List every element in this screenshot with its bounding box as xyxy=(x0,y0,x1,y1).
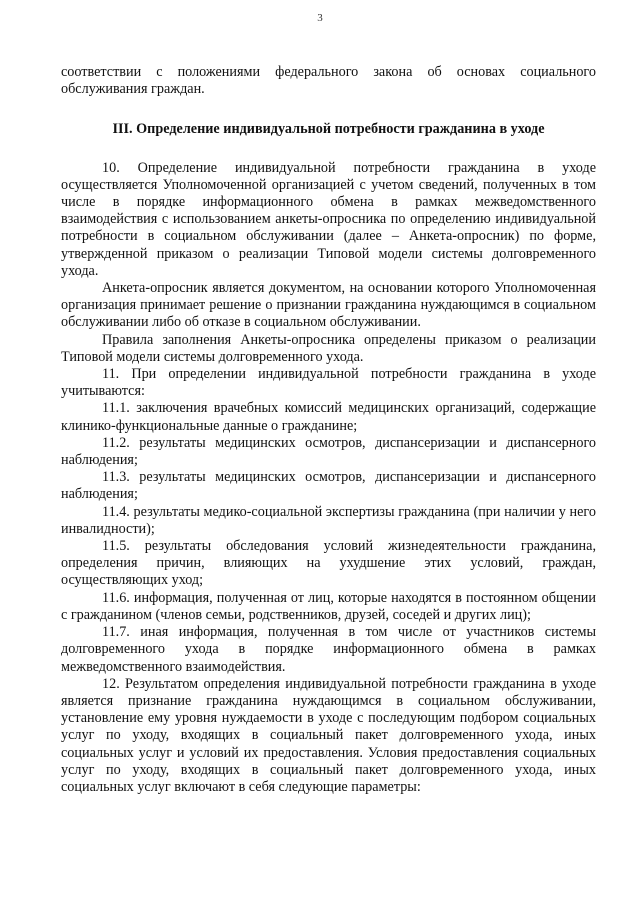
document-body xyxy=(61,64,596,796)
paragraph-10-rules: Правила заполнения Анкеты-опросника определены приказом о реализации Типовой модели системы долговременного ухода. xyxy=(61,331,596,365)
paragraph-11-5: 11.5. результаты обследования условий жизнедеятельности гражданина, определения причин, влияющих на ухудшение этих условий, граждан, осуществляющих уход; xyxy=(61,538,596,589)
paragraph-10-questionnaire: Анкета-опросник является документом, на основании которого Уполномоченная организация принимает решение о признании гражданина нуждающимся в социальном обслуживании либо об отказе в социальном обслуживании. xyxy=(61,280,596,331)
paragraph-11-6: 11.6. информация, полученная от лиц, которые находятся в постоянном общении с гражданином (членов семьи, родственников, друзей, соседей и других лиц); xyxy=(61,589,596,623)
paragraph-11-4: 11.4. результаты медико-социальной экспертизы гражданина (при наличии у него инвалидности); xyxy=(61,503,596,537)
paragraph-11-7: 11.7. иная информация, полученная в том числе от участников системы долговременного ухода в порядке информационного обмена в рамках межведомственного взаимодействия. xyxy=(61,624,596,675)
paragraph-11-1: 11.1. заключения врачебных комиссий медицинских организаций, содержащие клинико-функциональные данные о гражданине; xyxy=(61,400,596,434)
paragraph-11-3: 11.3. результаты медицинских осмотров, диспансеризации и диспансерного наблюдения; xyxy=(61,469,596,503)
page-number: 3 xyxy=(317,12,323,24)
paragraph-11: 11. При определении индивидуальной потребности гражданина в уходе учитываются: xyxy=(61,366,596,400)
paragraph-11-2: 11.2. результаты медицинских осмотров, диспансеризации и диспансерного наблюдения; xyxy=(61,434,596,469)
section-heading: III. Определение индивидуальной потребности гражданина в уходе xyxy=(112,121,545,138)
paragraph-10: 10. Определение индивидуальной потребности гражданина в уходе осуществляется Уполномоченной организацией с учетом сведений, полученных в том числе в порядке информационного обмена в рамках межведомственного взаимодействия с использованием анкеты-опросника по определению индивидуальной потребности в социальном обслуживании (далее – Анкета-опросник) по форме, утвержденной приказом о реализации Типовой модели системы долговременного ухода. xyxy=(61,159,596,279)
paragraph-12: 12. Результатом определения индивидуальной потребности гражданина в уходе является признание гражданина нуждающимся в социальном обслуживании, установление ему уровня нуждаемости в уходе с последующим подбором социальных услуг по уходу, входящих в социальный пакет долговременного ухода, иных социальных услуг и условий их предоставления. Условия предоставления социальных услуг по уходу, входящих в социальный пакет долговременного ухода, иных социальных услуг включают в себя следующие параметры: xyxy=(61,675,596,795)
paragraph-continuation: соответствии с положениями федерального закона об основах социального обслуживания граждан. xyxy=(61,64,596,98)
